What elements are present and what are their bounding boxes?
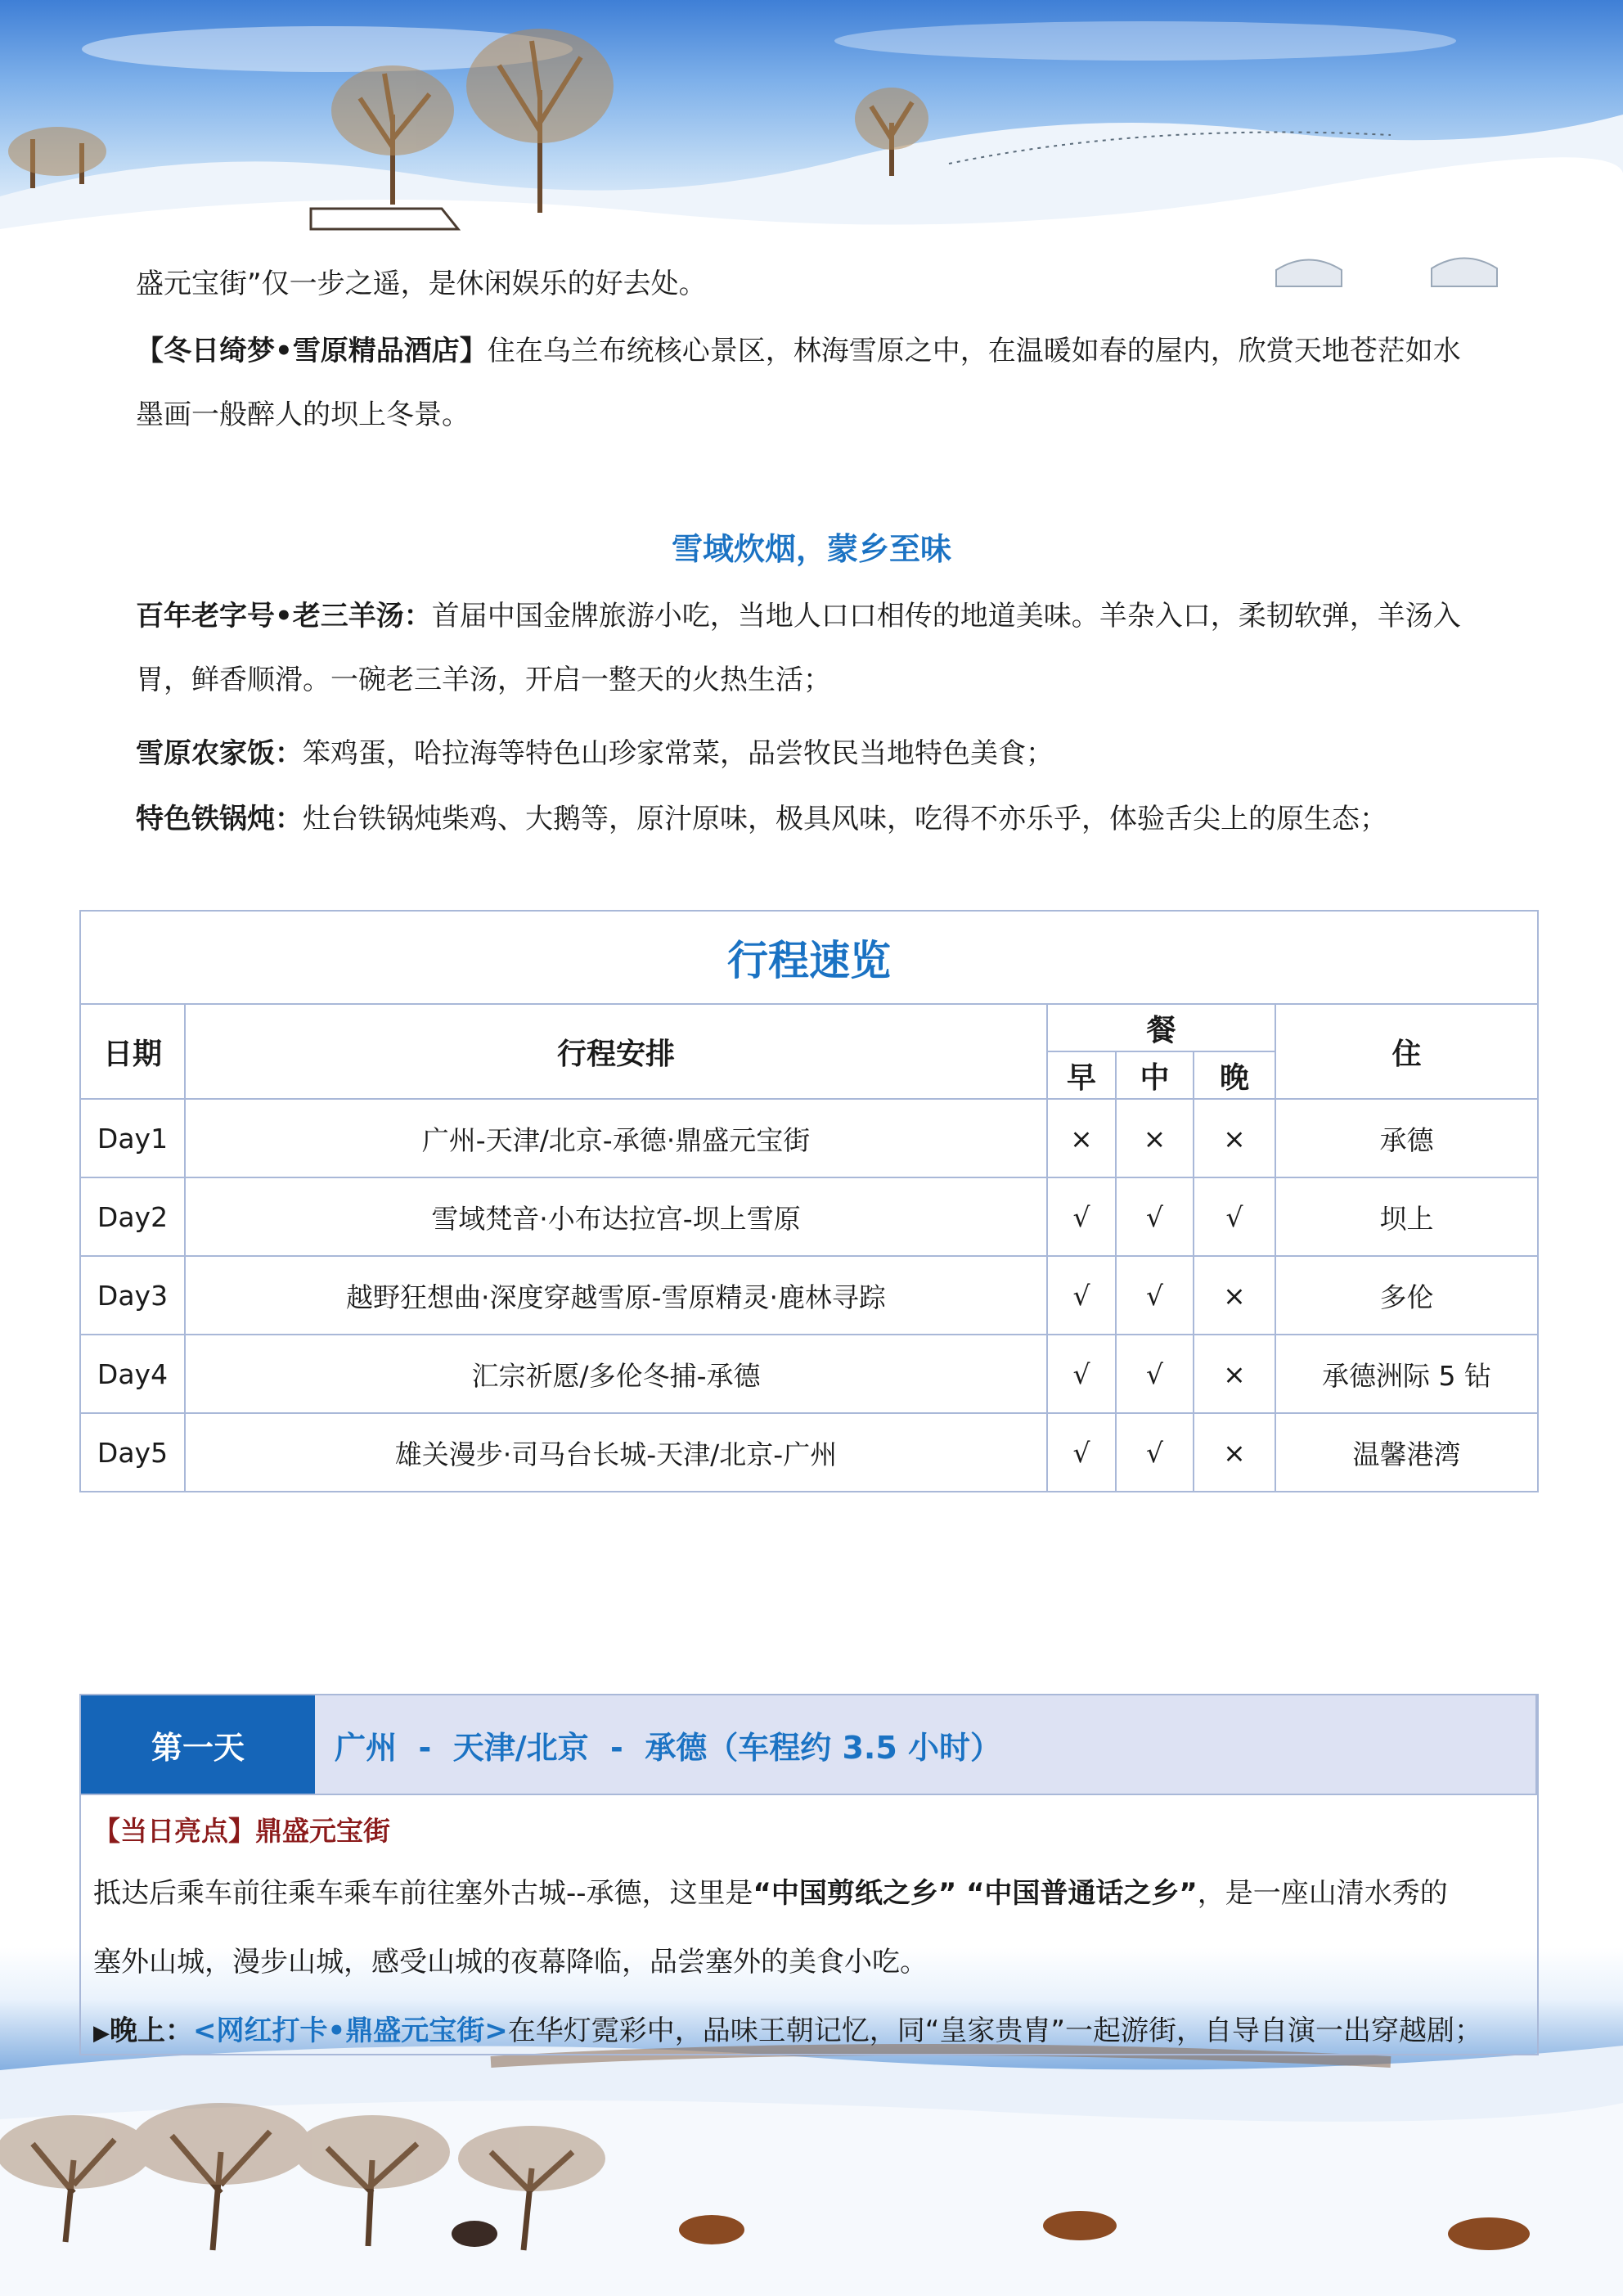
header-dinner: 晚 [1194,1051,1275,1099]
food-item-text: 灶台铁锅炖柴鸡、大鹅等，原汁原味，极具风味，吃得不亦乐乎，体验舌尖上的原生态； [303,803,1387,835]
cell-breakfast: √ [1047,1256,1116,1335]
table-row [80,1413,1538,1492]
cell-day: Day1 [80,1099,185,1177]
hotel-text-continued: 墨画一般醉人的坝上冬景。 [136,398,470,431]
cell-breakfast: √ [1047,1335,1116,1413]
header-stay: 住 [1275,1004,1538,1099]
hotel-paragraph [136,319,1494,447]
cell-day: Day5 [80,1413,185,1492]
cell-stay: 承德 [1275,1099,1538,1177]
food-item-label: 特色铁锅炖： [136,803,303,835]
cell-stay: 承德洲际 5 钻 [1275,1335,1538,1413]
cell-lunch: √ [1116,1335,1194,1413]
day-one-evening [93,1997,1525,2068]
food-item-lamb-soup [136,584,1494,712]
day-one-header [79,1694,1537,1795]
header-meals: 餐 [1047,1004,1275,1051]
header-itinerary: 行程安排 [185,1004,1047,1099]
cell-lunch: √ [1116,1413,1194,1492]
table-row [80,1256,1538,1335]
table-row [80,1099,1538,1177]
evening-text: 在华灯霓彩中，品味王朝记忆，同“皇家贵胄”一起游街，自导自演一出穿越剧； [507,2015,1482,2047]
hotel-text: 住在乌兰布统核心景区，林海雪原之中，在温暖如春的屋内，欣赏天地苍茫如水 [487,335,1461,367]
food-item-label: 雪原农家饭： [136,737,303,770]
cell-dinner: × [1194,1413,1275,1492]
hotel-label: 【冬日绮梦•雪原精品酒店】 [136,335,488,367]
day-one-text: 抵达后乘车前往乘车乘车前往塞外古城--承德，这里是 [93,1877,753,1910]
food-section-title: 雪域炊烟，蒙乡至味 [671,531,951,567]
cell-dinner: × [1194,1099,1275,1177]
day-one-bold-text: “中国剪纸之乡” “中国普通话之乡” [753,1877,1198,1910]
intro-line [136,252,1494,316]
cell-route: 广州-天津/北京-承德·鼎盛元宝街 [185,1099,1047,1177]
day-one-highlight: 【当日亮点】鼎盛元宝街 [93,1815,390,1847]
food-item-text: 笨鸡蛋，哈拉海等特色山珍家常菜，品尝牧民当地特色美食； [303,737,1054,770]
intro-text: 盛元宝街”仅一步之遥，是休闲娱乐的好去处。 [136,268,707,300]
cell-stay: 坝上 [1275,1177,1538,1256]
day-one-text: ，是一座山清水秀的 [1197,1877,1448,1910]
cell-route: 汇宗祈愿/多伦冬捕-承德 [185,1335,1047,1413]
day-one-label: 第一天 [81,1695,315,1794]
triangle-bullet-icon: ▶ [93,2021,110,2046]
cell-route: 越野狂想曲·深度穿越雪原-雪原精灵·鹿林寻踪 [185,1256,1047,1335]
cell-dinner: √ [1194,1177,1275,1256]
food-item-iron-pot [136,787,1494,851]
cell-day: Day4 [80,1335,185,1413]
cell-breakfast: × [1047,1099,1116,1177]
day-one-route: 广州 - 天津/北京 - 承德（车程约 3.5 小时） [315,1695,1535,1794]
cell-dinner: × [1194,1335,1275,1413]
day-one-paragraph [93,1859,1525,1997]
cell-stay: 多伦 [1275,1256,1538,1335]
evening-label: 晚上： [110,2015,193,2047]
header-date: 日期 [80,1004,185,1099]
cell-day: Day2 [80,1177,185,1256]
evening-attraction-link: <网红打卡•鼎盛元宝街> [193,2015,508,2047]
table-row [80,1177,1538,1256]
header-lunch: 中 [1116,1051,1194,1099]
cell-route: 雪域梵音·小布达拉宫-坝上雪原 [185,1177,1047,1256]
cell-lunch: × [1116,1099,1194,1177]
header-breakfast: 早 [1047,1051,1116,1099]
cell-dinner: × [1194,1256,1275,1335]
day-one-text-continued: 塞外山城，漫步山城，感受山城的夜幕降临，品尝塞外的美食小吃。 [93,1946,928,1979]
cell-stay: 温馨港湾 [1275,1413,1538,1492]
cell-breakfast: √ [1047,1177,1116,1256]
itinerary-overview-table [79,910,1539,1492]
food-item-text-continued: 胃，鲜香顺滑。一碗老三羊汤，开启一整天的火热生活； [136,664,831,696]
cell-day: Day3 [80,1256,185,1335]
cell-breakfast: √ [1047,1413,1116,1492]
overview-title: 行程速览 [80,911,1538,1004]
food-item-text: 首届中国金牌旅游小吃，当地人口口相传的地道美味。羊杂入口，柔韧软弹，羊汤入 [431,600,1461,633]
food-item-farm-meal [136,722,1494,786]
cell-lunch: √ [1116,1256,1194,1335]
food-item-label: 百年老字号•老三羊汤： [136,600,432,633]
cell-lunch: √ [1116,1177,1194,1256]
top-snow-banner [0,0,1623,295]
table-row [80,1335,1538,1413]
snow-landscape-illustration [0,0,1623,295]
cell-route: 雄关漫步·司马台长城-天津/北京-广州 [185,1413,1047,1492]
